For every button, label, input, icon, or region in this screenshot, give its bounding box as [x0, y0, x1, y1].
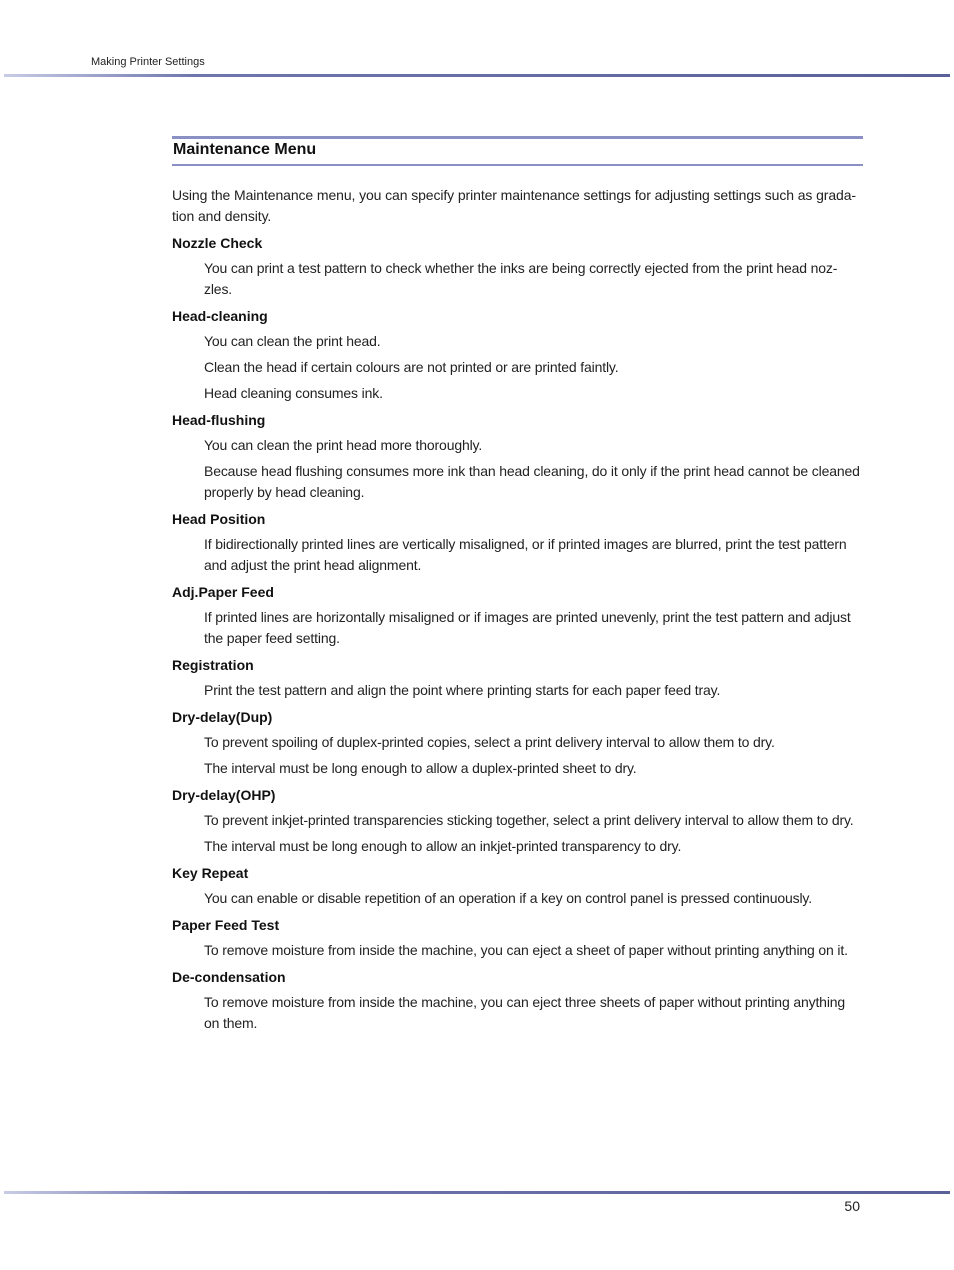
page-number: 50	[844, 1198, 860, 1214]
menu-item	[172, 785, 863, 857]
menu-item-description: The interval must be long enough to allow an inkjet-printed transparency to dry.	[204, 838, 682, 854]
menu-item-title: Key Repeat	[172, 865, 249, 881]
menu-item-description: Because head flushing consumes more ink than head cleaning, do it only if the print head cannot be cleaned properly by head cleaning.	[204, 463, 860, 500]
menu-item-title: Dry-delay(Dup)	[172, 709, 273, 725]
menu-item-title: Head-flushing	[172, 412, 266, 428]
menu-item-description: You can enable or disable repetition of an operation if a key on control panel is pressed continuously.	[204, 890, 812, 906]
menu-item	[172, 707, 863, 779]
menu-item-description: You can print a test pattern to check whether the inks are being correctly ejected from the print head noz-zles.	[204, 260, 838, 297]
menu-item-title: Registration	[172, 657, 254, 673]
footer-rule	[4, 1191, 950, 1194]
menu-item-description: If bidirectionally printed lines are vertically misaligned, or if printed images are blurred, print the test pattern and adjust the print head alignment.	[204, 536, 847, 573]
menu-item-title: Adj.Paper Feed	[172, 584, 274, 600]
menu-item-description: To remove moisture from inside the machine, you can eject a sheet of paper without printing anything on it.	[204, 942, 848, 958]
menu-items-list	[172, 233, 863, 1034]
menu-item-description: Head cleaning consumes ink.	[204, 385, 383, 401]
menu-item-description: You can clean the print head.	[204, 333, 381, 349]
menu-item-description: You can clean the print head more thoroughly.	[204, 437, 483, 453]
menu-item-title: Nozzle Check	[172, 235, 263, 251]
section-heading	[172, 136, 863, 166]
menu-item-description: To prevent spoiling of duplex-printed copies, select a print delivery interval to allow them to dry.	[204, 734, 775, 750]
menu-item	[172, 509, 863, 576]
menu-item-title: De-condensation	[172, 969, 286, 985]
menu-item	[172, 233, 863, 300]
menu-item-title: Head-cleaning	[172, 308, 268, 324]
menu-item-description: The interval must be long enough to allow a duplex-printed sheet to dry.	[204, 760, 637, 776]
header-rule	[4, 74, 950, 77]
menu-item-title: Paper Feed Test	[172, 917, 280, 933]
menu-item-description: To remove moisture from inside the machine, you can eject three sheets of paper without printing anything on them.	[204, 994, 846, 1031]
menu-item	[172, 915, 863, 961]
menu-item-description: If printed lines are horizontally misaligned or if images are printed unevenly, print the test pattern and adjust the paper feed setting.	[204, 609, 851, 646]
menu-item	[172, 967, 863, 1034]
menu-item	[172, 655, 863, 701]
maintenance-menu-section	[172, 136, 863, 1034]
menu-item-description: Clean the head if certain colours are not printed or are printed faintly.	[204, 359, 619, 375]
menu-item	[172, 582, 863, 649]
menu-item-description: To prevent inkjet-printed transparencies sticking together, select a print delivery interval to allow them to dry.	[204, 812, 854, 828]
section-title: Maintenance Menu	[173, 141, 317, 158]
menu-item	[172, 410, 863, 503]
menu-item-description: Print the test pattern and align the point where printing starts for each paper feed tray.	[204, 682, 721, 698]
menu-item	[172, 863, 863, 909]
menu-item-title: Head Position	[172, 511, 266, 527]
running-head: Making Printer Settings	[91, 56, 205, 68]
menu-item	[172, 306, 863, 404]
section-intro: Using the Maintenance menu, you can specify printer maintenance settings for adjusting settings such as grada-tion and density.	[172, 187, 856, 224]
menu-item-title: Dry-delay(OHP)	[172, 787, 276, 803]
